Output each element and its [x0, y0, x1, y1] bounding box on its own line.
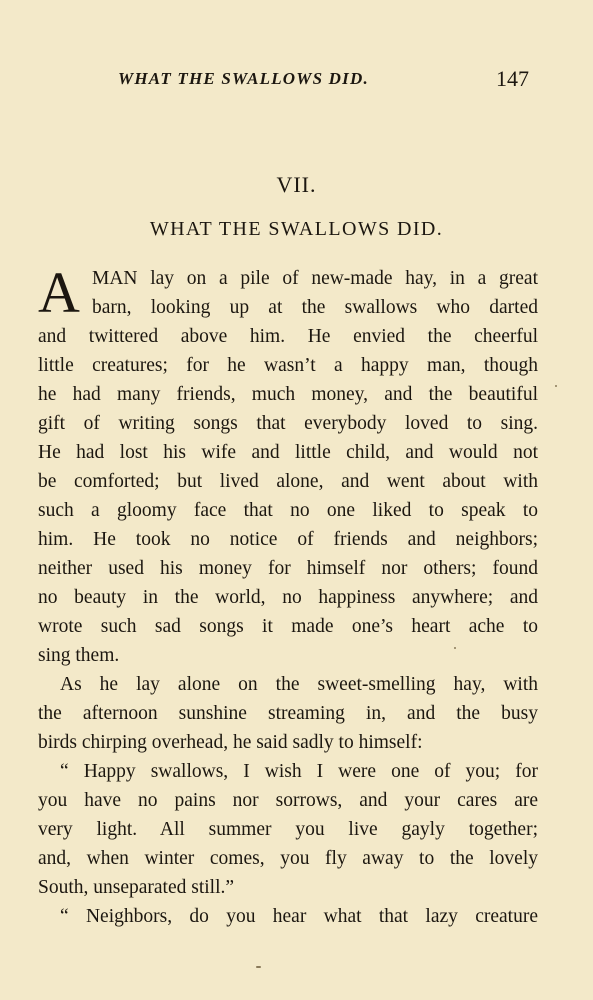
text-line: wrote such sad songs it made one’s heart ache to — [38, 616, 538, 637]
text-line: very light. All summer you live gayly together; — [38, 819, 538, 840]
text-line: the afternoon sunshine streaming in, and the busy — [38, 703, 538, 724]
paper-speck — [256, 966, 261, 968]
text-line: you have no pains nor sorrows, and your cares are — [38, 790, 538, 811]
text-line: no beauty in the world, no happiness anywhere; and — [38, 587, 538, 608]
text-line: such a gloomy face that no one liked to speak to — [38, 500, 538, 521]
text-line: little creatures; for he wasn’t a happy man, though — [38, 355, 538, 376]
drop-cap-letter: A — [38, 260, 80, 325]
text-line: and twittered above him. He envied the cheerful — [38, 326, 538, 347]
text-line: and, when winter comes, you fly away to the lovely — [38, 848, 538, 869]
text-line: As he lay alone on the sweet-smelling hay, with — [60, 674, 538, 695]
text-line: he had many friends, much money, and the beautiful — [38, 384, 538, 405]
paper-speck — [454, 647, 456, 649]
text-line: be comforted; but lived alone, and went about with — [38, 471, 538, 492]
text-line: “ Neighbors, do you hear what that lazy creature — [60, 906, 538, 927]
chapter-title: WHAT THE SWALLOWS DID. — [149, 218, 444, 240]
text-line: MAN lay on a pile of new-made hay, in a great — [92, 268, 538, 289]
paper-speck — [555, 385, 557, 387]
running-title: WHAT THE SWALLOWS DID. — [118, 69, 369, 88]
text-line: South, unseparated still.” — [38, 877, 235, 898]
text-line: him. He took no notice of friends and neighbors; — [38, 529, 538, 550]
text-line: “ Happy swallows, I wish I were one of you; for — [60, 761, 538, 782]
text-line: birds chirping overhead, he said sadly to himself: — [38, 732, 423, 753]
text-line: neither used his money for himself nor others; found — [38, 558, 538, 579]
text-line: gift of writing songs that everybody loved to sing. — [38, 413, 538, 434]
page-number: 147 — [496, 66, 529, 91]
chapter-number: VII. — [276, 172, 317, 197]
body-text — [38, 260, 538, 931]
text-line: barn, looking up at the swallows who darted — [92, 297, 538, 318]
text-line: He had lost his wife and little child, and would not — [38, 442, 538, 463]
text-line: sing them. — [38, 645, 120, 666]
